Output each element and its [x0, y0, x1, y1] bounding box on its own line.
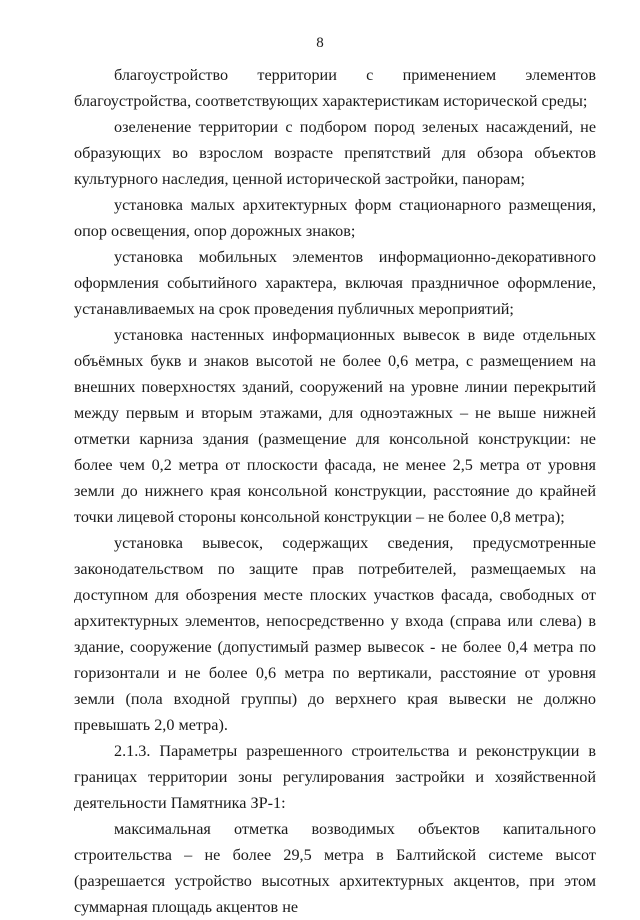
paragraph-small-architectural-forms: установка малых архитектурных форм стационарного размещения, опор освещения, опор дорожных знаков; [74, 196, 596, 240]
page-number: 8 [316, 35, 324, 51]
paragraph-section-2-1-3: 2.1.3. Параметры разрешенного строительства и реконструкции в границах территории зоны регулирования застройки и хозяйственной деятельности Памятника ЗР-1: [74, 742, 596, 812]
paragraph-greening: озеленение территории с подбором пород зеленых насаждений, не образующих во взрослом возрасте препятствий для обзора объектов культурного наследия, ценной исторической застройки, панорам; [74, 118, 596, 188]
paragraph-mobile-decoration: установка мобильных элементов информационно-декоративного оформления событийного характера, включая праздничное оформление, устанавливаемых на срок проведения публичных мероприятий; [74, 248, 596, 318]
paragraph-landscaping: благоустройство территории с применением элементов благоустройства, соответствующих характеристикам исторической среды; [74, 66, 596, 110]
document-body [74, 62, 596, 920]
paragraph-consumer-info-signs: установка вывесок, содержащих сведения, предусмотренные законодательством по защите прав потребителей, размещаемых на доступном для обозрения месте плоских участков фасада, свободных от архитектурных элементов, непосредственно у входа (справа или слева) в здание, сооружение (допустимый размер вывесок - не более 0,4 метра по горизонтали и не более 0,6 метра по вертикали, расстояние от уровня земли (пола входной группы) до верхнего края вывески не должно превышать 2,0 метра). [74, 534, 596, 734]
paragraph-wall-signs: установка настенных информационных вывесок в виде отдельных объёмных букв и знаков высотой не более 0,6 метра, с размещением на внешних поверхностях зданий, сооружений на уровне линии перекрытий между первым и вторым этажами, для одноэтажных – не выше нижней отметки карниза здания (размещение для консольной конструкции: не более чем 0,2 метра от плоскости фасада, не менее 2,5 метра от уровня земли до нижнего края консольной конструкции, расстояние до крайней точки лицевой стороны консольной конструкции – не более 0,8 метра); [74, 326, 596, 526]
paragraph-max-height: максимальная отметка возводимых объектов капитального строительства – не более 29,5 метра в Балтийской системе высот (разрешается устройство высотных архитектурных акцентов, при этом суммарная площадь акцентов не [74, 820, 596, 916]
